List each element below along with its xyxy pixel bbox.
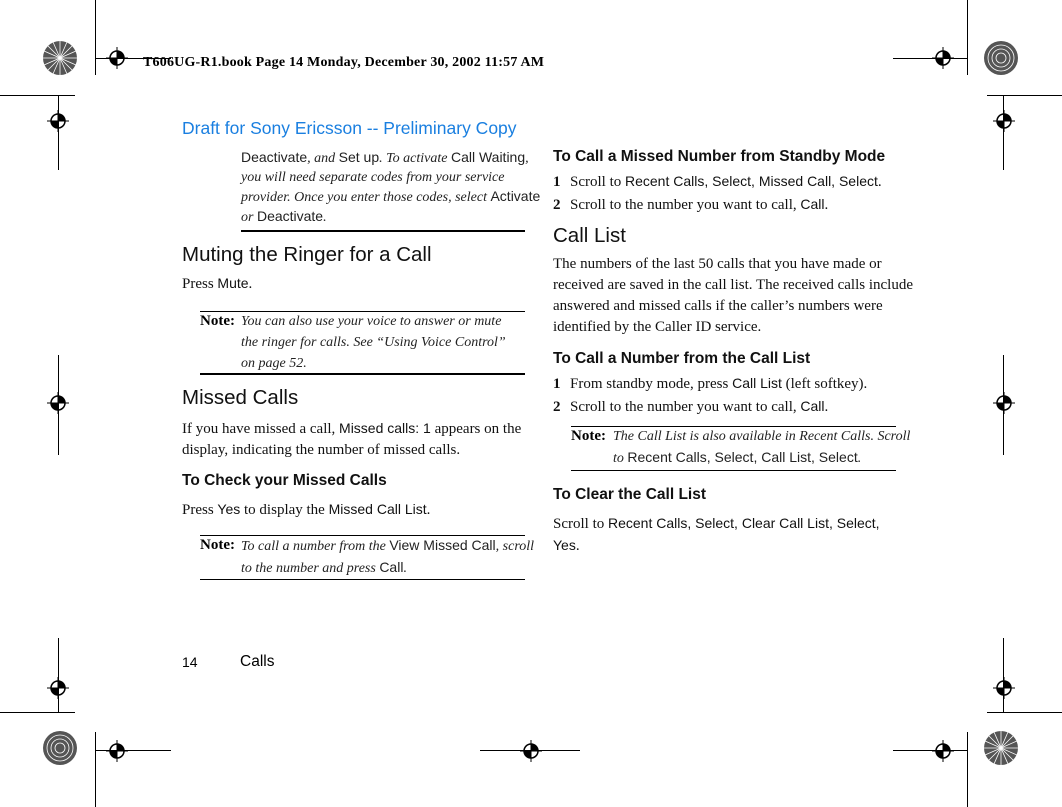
note-text-part: . — [857, 451, 862, 466]
body-text: (left softkey). — [781, 376, 868, 392]
crop-line — [987, 95, 1062, 96]
subsection-heading: To Call a Number from the Call List — [553, 350, 811, 367]
menu-term: Deactivate — [241, 149, 308, 165]
subsection-heading: To Check your Missed Calls — [182, 472, 387, 489]
menu-term: Recent Calls, Select, Call List, Select — [627, 449, 858, 465]
crop-line — [58, 638, 59, 713]
note-rule — [571, 470, 896, 471]
menu-term: Recent Calls, Select, Missed Call, Select — [625, 173, 878, 189]
body-text: Press — [182, 502, 218, 518]
body-text: . — [824, 399, 829, 415]
step-number: 1 — [553, 174, 561, 190]
menu-term: Deactivate — [256, 208, 324, 224]
body-text: to display the — [240, 502, 329, 518]
crop-line — [893, 750, 968, 751]
crop-line — [967, 0, 968, 75]
intro-text: or — [241, 210, 257, 225]
intro-text: . — [323, 210, 327, 225]
body-text: appears on the display, indicating the number of missed calls. — [182, 421, 522, 458]
footer-section: Calls — [240, 653, 275, 670]
file-info-header: T606UG-R1.book Page 14 Monday, December 30, 2002 11:57 AM — [143, 55, 545, 70]
menu-term: Call — [800, 196, 825, 212]
body-text: From standby mode, press — [570, 376, 733, 392]
note-text: You can also use your voice to answer or mute the ringer for calls. See “Using Voice Control” on page 52. — [241, 314, 506, 371]
body-text: . — [426, 502, 431, 518]
registration-mark-icon — [106, 740, 128, 762]
body-text: . — [575, 538, 580, 554]
crop-line — [0, 95, 75, 96]
intro-text: , and — [307, 151, 339, 166]
body-text: Scroll to — [570, 174, 625, 190]
section-heading: Missed Calls — [182, 386, 299, 409]
step-number: 1 — [553, 376, 561, 392]
note-label: Note: — [200, 537, 235, 553]
clear-paragraph — [553, 513, 908, 557]
body-text: Scroll to — [553, 516, 608, 532]
crop-line — [58, 355, 59, 455]
missed-paragraph — [182, 418, 527, 461]
concentric-mark-icon — [983, 40, 1019, 76]
page-number: 14 — [182, 654, 198, 670]
note-text-part: . — [403, 561, 407, 576]
crop-line — [1003, 355, 1004, 455]
crop-line — [58, 95, 59, 170]
crop-line — [987, 712, 1062, 713]
step-number: 2 — [553, 399, 561, 415]
menu-term: Missed Call List — [328, 501, 427, 517]
note-label: Note: — [571, 428, 606, 444]
muting-paragraph — [182, 273, 252, 295]
subsection-heading: To Call a Missed Number from Standby Mode — [553, 148, 886, 165]
crop-line — [1003, 95, 1004, 170]
standby-step-2 — [553, 194, 913, 216]
crop-line — [967, 732, 968, 807]
crop-line — [95, 0, 96, 75]
body-text: Press — [182, 276, 218, 292]
body-text: . — [248, 276, 253, 292]
intro-paragraph — [241, 148, 541, 227]
divider — [241, 230, 525, 232]
menu-term: Recent Calls, Select, Clear Call List, Select, Yes — [553, 515, 880, 553]
registration-mark-icon — [993, 110, 1015, 132]
menu-term: Mute — [217, 275, 249, 291]
check-paragraph — [182, 499, 430, 521]
note-text-part: To call a number from the — [241, 539, 390, 554]
menu-term: Yes — [217, 501, 241, 517]
registration-mark-icon — [993, 677, 1015, 699]
menu-term: Call List — [732, 375, 782, 391]
menu-term: View Missed Call — [389, 537, 496, 553]
crop-line — [893, 58, 968, 59]
body-text: Scroll to the number you want to call, — [570, 399, 801, 415]
starburst-mark-icon — [42, 40, 78, 76]
from-list-step-1 — [553, 373, 913, 395]
call-list-paragraph: The numbers of the last 50 calls that you have made or received are saved in the call list. The received calls include answered and missed calls if the caller’s numbers were identified by the Caller ID service. — [553, 256, 913, 335]
standby-step-1 — [553, 171, 913, 193]
crop-line — [95, 732, 96, 807]
body-text: If you have missed a call, — [182, 421, 340, 437]
menu-term: Call — [379, 559, 404, 575]
from-list-step-2 — [553, 396, 913, 418]
registration-mark-icon — [520, 740, 542, 762]
note-text-part: , scroll to the number and press — [241, 539, 535, 576]
note-text-part: The Call List is also available in Recent Calls. Scroll to — [613, 429, 911, 466]
crop-line — [480, 750, 580, 751]
crop-line — [0, 712, 75, 713]
menu-term: Call Waiting — [450, 149, 526, 165]
crop-line — [1003, 638, 1004, 713]
subsection-heading: To Clear the Call List — [553, 486, 707, 503]
menu-term: Missed calls: 1 — [339, 420, 431, 436]
body-text: Scroll to the number you want to call, — [570, 197, 801, 213]
starburst-mark-icon — [983, 730, 1019, 766]
menu-term: Activate — [490, 188, 541, 204]
note-rule — [200, 579, 525, 580]
note-text — [613, 426, 913, 469]
concentric-mark-icon — [42, 730, 78, 766]
note-text — [241, 535, 539, 579]
section-heading: Call List — [553, 224, 626, 247]
menu-term: Set up — [338, 149, 380, 165]
note-rule — [200, 373, 525, 375]
draft-banner: Draft for Sony Ericsson -- Preliminary Copy — [182, 118, 517, 138]
intro-text: , you will need separate codes from your service provider. Once you enter those codes, select — [241, 151, 529, 205]
menu-term: Call — [800, 398, 825, 414]
registration-mark-icon — [932, 740, 954, 762]
registration-mark-icon — [993, 392, 1015, 414]
step-number: 2 — [553, 197, 561, 213]
body-text: . — [824, 197, 829, 213]
body-text: . — [877, 174, 882, 190]
crop-line — [96, 750, 171, 751]
note-label: Note: — [200, 313, 235, 329]
section-heading: Muting the Ringer for a Call — [182, 243, 432, 266]
intro-text: . To activate — [379, 151, 451, 166]
